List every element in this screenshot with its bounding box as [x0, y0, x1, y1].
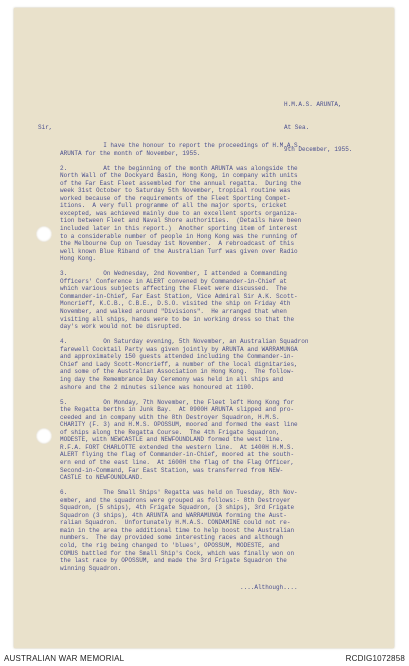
reference-id: RCDIG1072858: [345, 654, 405, 663]
body-line: to a considerable number of people in Hong Kong was the running of: [60, 232, 298, 240]
body-line: Commander-in-Chief, Far East Station, Vice Admiral Sir A.K. Scott-: [60, 292, 298, 300]
header-location: At Sea.: [284, 123, 310, 131]
body-line: ember, and the squadrons were grouped as follows:- 8th Destroyer: [60, 496, 291, 504]
body-line: November, and walked around "Divisions". He arranged that when: [60, 308, 287, 316]
salutation: Sir,: [38, 124, 53, 131]
body-line: ALERT flying the flag of Commander-in-Chief, moored at the south-: [60, 451, 295, 459]
body-line: farewell Cocktail Party was given jointly by ARUNTA and WARRAMUNGA: [60, 345, 298, 353]
header-date: 9th December, 1955.: [284, 146, 353, 154]
body-line: 6. The Small Ships' Regatta was held on Tuesday, 8th Nov-: [60, 489, 298, 497]
source-label: AUSTRALIAN WAR MEMORIAL: [4, 654, 125, 663]
body-line: I have the honour to report the proceedings of H.M.A.S.: [60, 142, 302, 149]
body-line: day's work would not be disrupted.: [60, 323, 183, 331]
body-line: [60, 391, 308, 399]
body-line: Second-in-Command, Far East Station, was transferred from NEW-: [60, 466, 284, 474]
body-line: ARUNTA for the month of November, 1955.: [60, 149, 201, 157]
body-line: included later in this report.) Another sporting item of interest: [60, 225, 298, 233]
body-line: CASTLE to NEWFOUNDLAND.: [60, 474, 143, 482]
punch-hole: [36, 226, 52, 242]
body-line: CHARITY (F. 3) and H.M.S. OPOSSUM, moored and formed the east line: [60, 421, 298, 429]
letter-body: [60, 142, 308, 572]
body-line: winning Squadron.: [60, 564, 122, 572]
body-line: which various subjects affecting the Fleet were discussed. The: [60, 285, 287, 293]
body-line: cold, the rig being changed to 'blues', OPOSSUM, MODESTE, and: [60, 541, 280, 549]
body-line: tion between Fleet and Naval Shore authorities. (Details have been: [60, 217, 302, 225]
continuation-marker: ....Although....: [240, 584, 298, 591]
body-line: [60, 482, 308, 490]
body-line: ern end of the east line. At 1600H the flag of the Flag Officer,: [60, 458, 295, 466]
body-line: Squadron, (5 ships), 4th Frigate Squadron, (3 ships), 3rd Frigate: [60, 504, 295, 512]
body-line: worked because of the requirements of the Fleet Sporting Compet-: [60, 194, 291, 202]
body-line: excepted, was achieved mainly due to an excellent sports organiza-: [60, 209, 298, 217]
body-line: of the Far East Fleet assembled for the annual regatta. During the: [60, 179, 302, 187]
body-line: and approximately 150 guests attended including the Commander-in-: [60, 353, 295, 361]
body-line: [60, 331, 308, 339]
body-line: visiting all ships, hands were to be in working dress so that the: [60, 315, 295, 323]
body-line: Chief and Lady Scott-Moncrieff, a number of the local dignitaries,: [60, 360, 298, 368]
body-line: of ships along the Regatta Course. The 4th Frigate Squadron,: [60, 428, 280, 436]
body-line: ashore and the 2 minutes silence was honoured at 1100.: [60, 383, 255, 391]
body-line: MODESTE, with NEWCASTLE and NEWFOUNDLAND formed the west line.: [60, 436, 284, 444]
body-line: itions. A very full programme of all the major sports, cricket: [60, 202, 287, 210]
punch-hole: [36, 428, 52, 444]
body-line: R.F.A. FORT CHARLOTTE extended the western line. At 1400H H.M.S.: [60, 443, 295, 451]
body-line: week 31st October to Saturday 5th November, tropical routine was: [60, 187, 291, 195]
body-line: numbers. The day provided some interesting races and although: [60, 534, 284, 542]
body-line: Moncrieff, K.C.B., C.B.E., D.S.O. visited the ship on Friday 4th: [60, 300, 291, 308]
archive-footer: [0, 652, 409, 666]
body-line: 2. At the beginning of the month ARUNTA was alongside the: [60, 164, 298, 172]
body-line: [60, 263, 308, 271]
body-line: ralian Squadron. Unfortunately H.M.A.S. CONDAMINE could not re-: [60, 519, 291, 527]
body-line: the Regatta berths in Junk Bay. At 0900H ARUNTA slipped and pro-: [60, 406, 295, 414]
body-line: 4. On Saturday evening, 5th November, an Australian Squadron: [60, 338, 309, 346]
header-ship: H.M.A.S. ARUNTA,: [284, 101, 342, 109]
body-line: well known Blue Riband of the Australian Turf was given over Radio: [60, 247, 298, 255]
body-line: [60, 157, 308, 165]
body-line: Officers' Conference in ALERT convened by Commander-in-Chief at: [60, 277, 287, 285]
body-line: the Melbourne Cup on Tuesday 1st November. A rebroadcast of this: [60, 240, 295, 248]
body-line: Squadron (3 ships), 4th ARUNTA and WARRAMUNGA forming the Aust-: [60, 511, 287, 519]
body-line: main in the area the additional time to help boost the Australian: [60, 526, 295, 534]
body-line: 5. On Monday, 7th November, the Fleet left Hong Kong for: [60, 398, 295, 406]
body-line: ing day the Remembrance Day Ceremony was held in all ships and: [60, 375, 284, 383]
body-line: Hong Kong.: [60, 255, 97, 263]
body-line: 3. On Wednesday, 2nd November, I attended a Commanding: [60, 270, 287, 278]
body-line: ceeded and in company with the 8th Destroyer Squadron, H.M.S.: [60, 413, 280, 421]
body-line: and some of the Australian Association in Hong Kong. The follow-: [60, 368, 295, 376]
body-line: North Wall of the Dockyard Basin, Hong Kong, in company with units: [60, 172, 298, 180]
body-line: COMUS battled for the Small Ship's Cock, which was finally won on: [60, 549, 295, 557]
body-line: the last race by OPOSSUM, and made the 3rd Frigate Squadron the: [60, 557, 287, 565]
